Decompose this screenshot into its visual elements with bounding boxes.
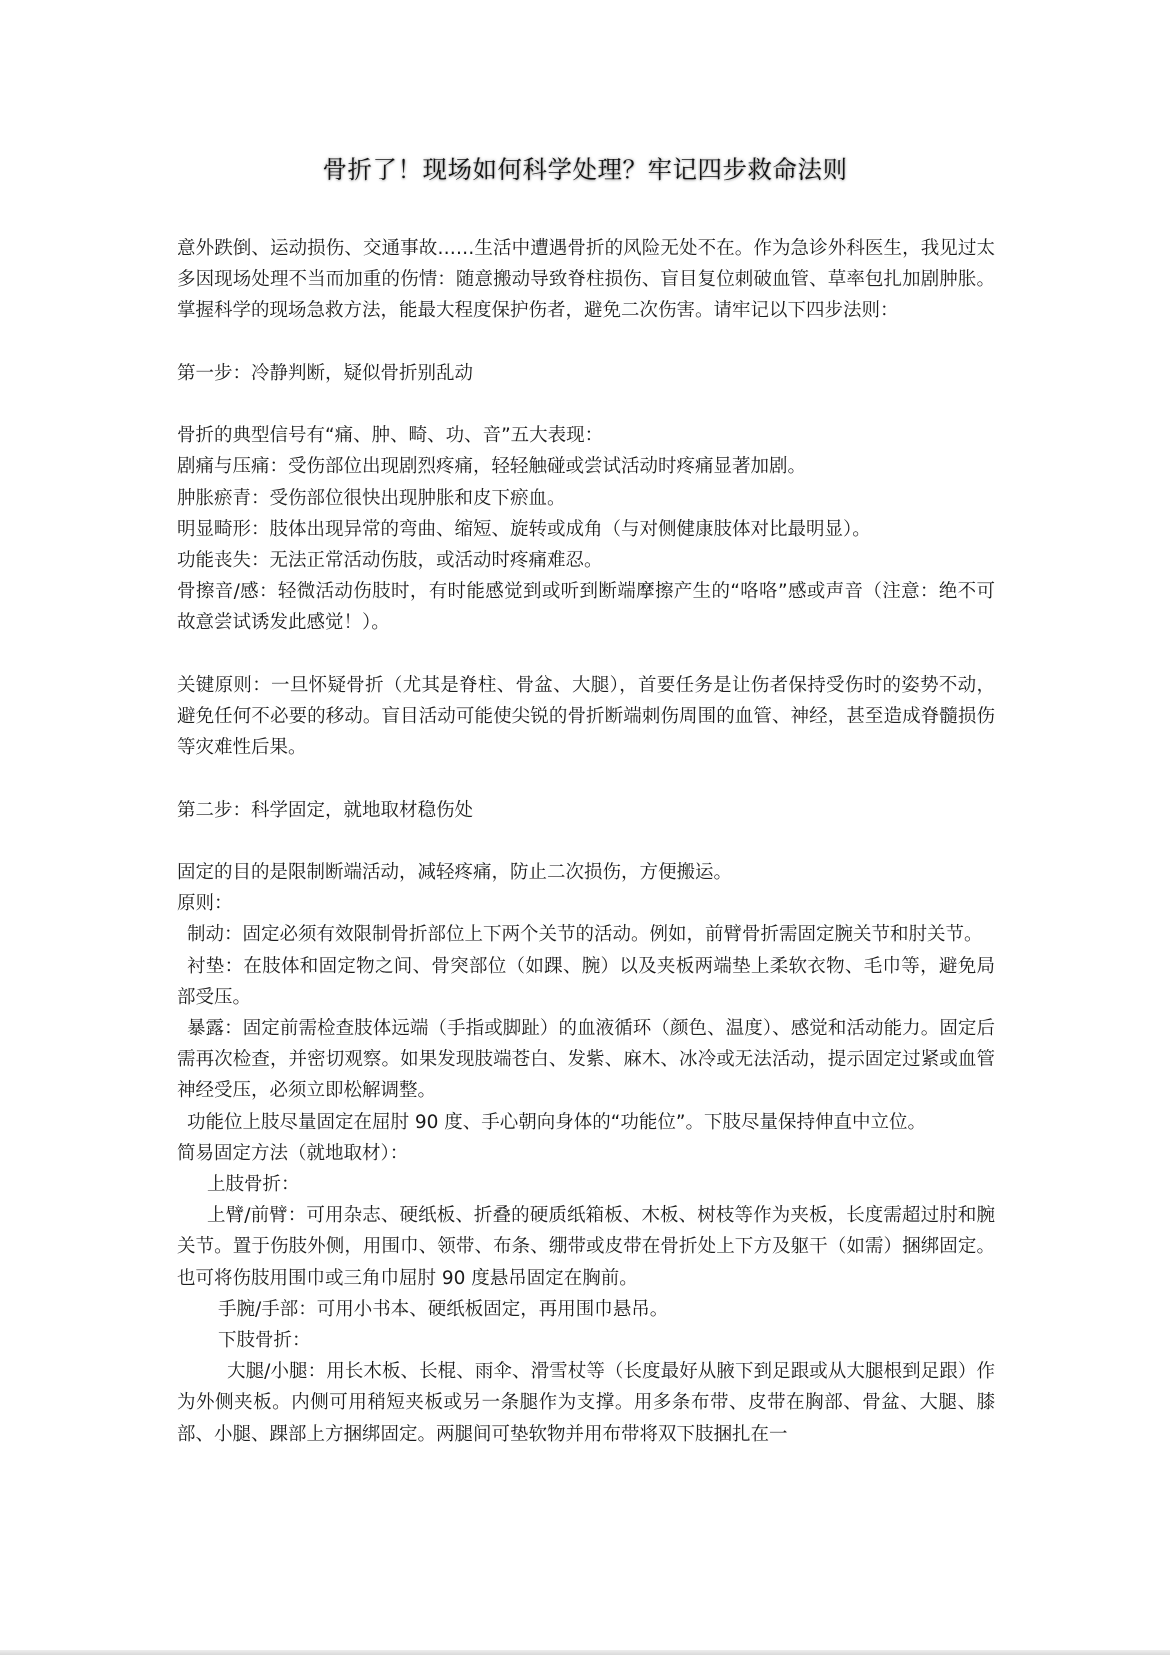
upper-arm-method: 上臂/前臂：可用杂志、硬纸板、折叠的硬质纸箱板、木板、树枝等作为夹板，长度需超过肘和腕关节。置于伤肢外侧，用围巾、领带、布条、绷带或皮带在骨折处上下方及躯干（如需）捆绑固定。也可将伤肢用围巾或三角巾屈肘 90 度悬吊固定在胸前。 (177, 1205, 995, 1289)
principle-immobilize: 制动：固定必须有效限制骨折部位上下两个关节的活动。例如，前臂骨折需固定腕关节和肘关节。 (187, 924, 983, 946)
sign-deformity: 明显畸形：肢体出现异常的弯曲、缩短、旋转或成角（与对侧健康肢体对比最明显）。 (177, 518, 871, 540)
wrist-hand-method: 手腕/手部：可用小书本、硬纸板固定，再用围巾悬吊。 (218, 1298, 669, 1320)
lower-limb-label: 下肢骨折： (218, 1330, 311, 1352)
paragraph-gap (177, 639, 995, 670)
key-principle-paragraph: 关键原则：一旦怀疑骨折（尤其是脊柱、骨盆、大腿），首要任务是让伤者保持受伤时的姿势不动，避免任何不必要的移动。盲目活动可能使尖锐的骨折断端刺伤周围的血管、神经，甚至造成脊髓损伤等灾难性后果。 (177, 674, 995, 759)
signs-intro: 骨折的典型信号有“痛、肿、畸、功、音”五大表现： (177, 425, 604, 447)
fixation-purpose: 固定的目的是限制断端活动，减轻疼痛，防止二次损伤，方便搬运。 (177, 861, 733, 883)
sign-function-loss: 功能丧失：无法正常活动伤肢，或活动时疼痛难忍。 (177, 550, 603, 571)
paragraph-gap (177, 327, 995, 358)
step1-heading: 第一步：冷静判断，疑似骨折别乱动 (177, 362, 474, 384)
principle-exposure: 暴露：固定前需检查肢体远端（手指或脚趾）的血液循环（颜色、温度）、感觉和活动能力。固定后需再次检查，并密切观察。如果发现肢端苍白、发紫、麻木、冰冷或无法活动，提示固定过紧或血管神经受压，必须立即松解调整。 (177, 1018, 995, 1102)
paragraph-gap (177, 389, 995, 420)
methods-label: 简易固定方法（就地取材）： (177, 1142, 409, 1164)
principle-functional-position: 功能位上肢尽量固定在屈肘 90 度、手心朝向身体的“功能位”。下肢尽量保持伸直中立位。 (187, 1111, 926, 1133)
paragraph-gap (177, 826, 995, 857)
step2-heading: 第二步：科学固定，就地取材稳伤处 (177, 799, 474, 821)
document-title: 骨折了！现场如何科学处理？牢记四步救命法则 (322, 155, 848, 184)
principle-padding: 衬垫：在肢体和固定物之间、骨突部位（如踝、腕）以及夹板两端垫上柔软衣物、毛巾等，避免局部受压。 (177, 955, 995, 1008)
principles-label: 原则： (177, 893, 233, 915)
sign-pain: 剧痛与压痛：受伤部位出现剧烈疼痛，轻轻触碰或尝试活动时疼痛显著加剧。 (177, 456, 807, 478)
page-bottom-edge (0, 1650, 1170, 1655)
paragraph-gap (177, 763, 995, 794)
sign-swelling: 肿胀瘀青：受伤部位很快出现肿胀和皮下瘀血。 (177, 487, 566, 509)
sign-crepitus: 骨擦音/感：轻微活动伤肢时，有时能感觉到或听到断端摩擦产生的“咯咯”感或声音（注意：绝不可故意尝试诱发此感觉！）。 (177, 581, 995, 634)
intro-paragraph: 意外跌倒、运动损伤、交通事故……生活中遭遇骨折的风险无处不在。作为急诊外科医生，我见过太多因现场处理不当而加重的伤情：随意搬动导致脊柱损伤、盲目复位刺破血管、草率包扎加剧肿胀。掌握科学的现场急救方法，能最大程度保护伤者，避免二次伤害。请牢记以下四步法则： (177, 238, 995, 322)
upper-limb-label: 上肢骨折： (207, 1174, 300, 1196)
document-body (177, 233, 995, 1450)
thigh-leg-method: 大腿/小腿：用长木板、长棍、雨伞、滑雪杖等（长度最好从腋下到足跟或从大腿根到足跟）作为外侧夹板。内侧可用稍短夹板或另一条腿作为支撑。用多条布带、皮带在胸部、骨盆、大腿、膝部、小腿、踝部上方捆绑固定。两腿间可垫软物并用布带将双下肢捆扎在一 (177, 1361, 995, 1445)
